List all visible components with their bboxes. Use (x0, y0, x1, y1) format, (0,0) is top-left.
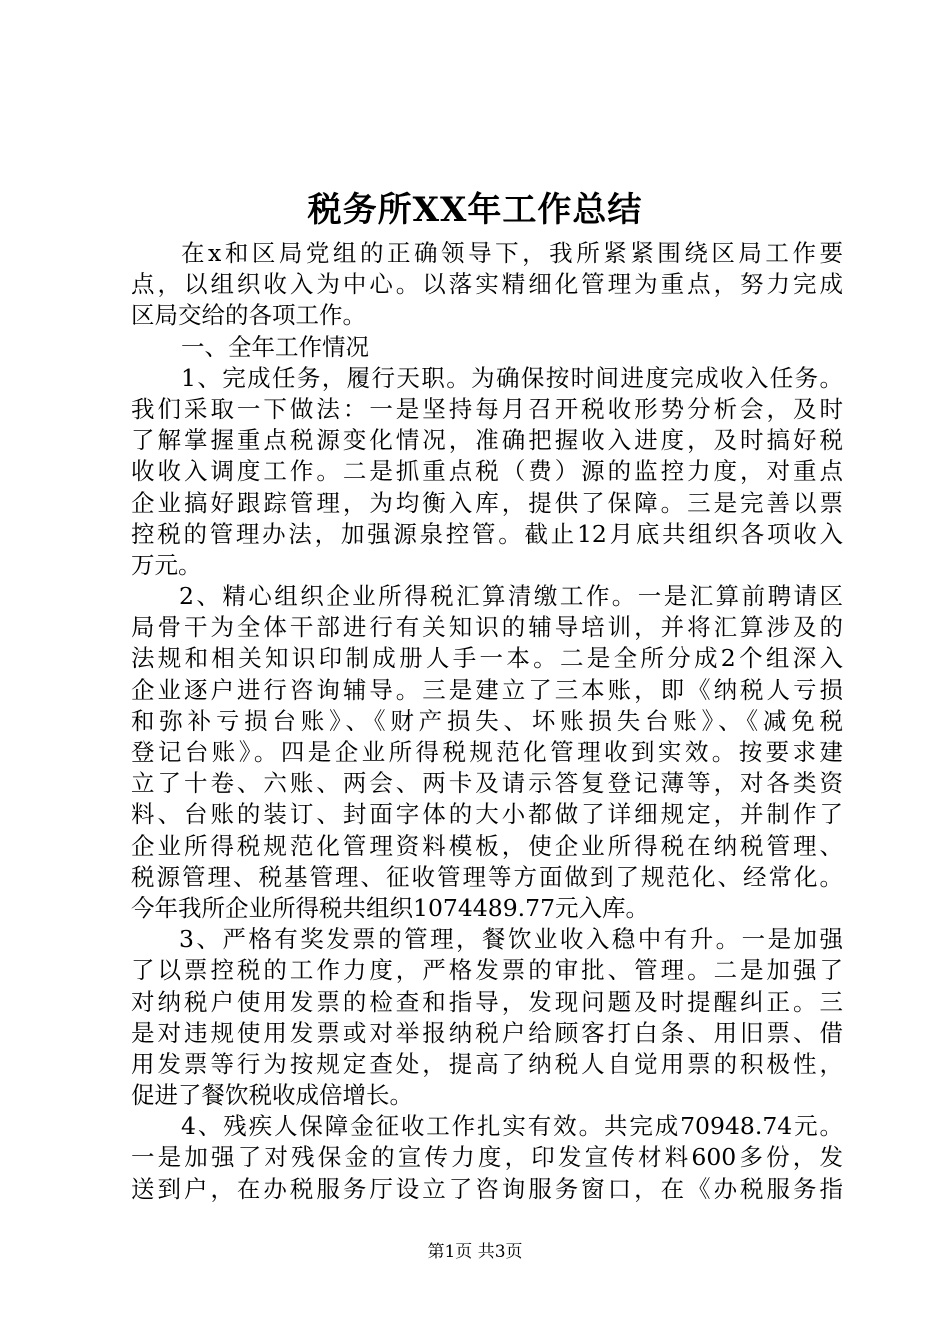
body-line: 企业逐户进行咨询辅导。三是建立了三本账，即《纳税人亏损 (131, 675, 843, 704)
section-heading: 一、全年工作情况 (181, 332, 369, 361)
body-line: 今年我所企业所得税共组织1074489.77元入库。 (131, 893, 650, 922)
body-line: 企业所得税规范化管理资料模板，使企业所得税在纳税管理、 (131, 831, 843, 860)
body-line: 对纳税户使用发票的检查和指导，发现问题及时提醒纠正。三 (131, 987, 843, 1016)
body-line: 法规和相关知识印制成册人手一本。二是全所分成2个组深入 (131, 644, 843, 673)
body-line: 料、台账的装订、封面字体的大小都做了详细规定，并制作了 (131, 800, 843, 829)
body-line: 收收入调度工作。二是抓重点税（费）源的监控力度，对重点 (131, 457, 843, 486)
body-line: 促进了餐饮税收成倍增长。 (131, 1081, 413, 1110)
body-line: 用发票等行为按规定查处，提高了纳税人自觉用票的积极性， (131, 1049, 843, 1078)
body-line: 我们采取一下做法：一是坚持每月召开税收形势分析会，及时 (131, 394, 843, 423)
body-line: 控税的管理办法，加强源泉控管。截止12月底共组织各项收入 (131, 519, 843, 548)
body-line: 是对违规使用发票或对举报纳税户给顾客打白条、用旧票、借 (131, 1018, 843, 1047)
body-line: 企业搞好跟踪管理，为均衡入库，提供了保障。三是完善以票 (131, 488, 843, 517)
body-line: 3、严格有奖发票的管理，餐饮业收入稳中有升。一是加强 (179, 925, 843, 954)
document-body (131, 238, 843, 1205)
body-line: 万元。 (131, 550, 202, 579)
body-line: 了解掌握重点税源变化情况，准确把握收入进度，及时搞好税 (131, 426, 843, 455)
page-footer: 第1页 共3页 (427, 1242, 523, 1262)
body-line: 在x和区局党组的正确领导下，我所紧紧围绕区局工作要 (181, 239, 843, 267)
body-line: 局骨干为全体干部进行有关知识的辅导培训，并将汇算涉及的 (131, 613, 843, 642)
body-line: 登记台账》。四是企业所得税规范化管理收到实效。按要求建 (131, 738, 843, 766)
body-line: 了以票控税的工作力度，严格发票的审批、管理。二是加强了 (131, 956, 843, 985)
body-line: 1、完成任务，履行天职。为确保按时间进度完成收入任务。 (181, 363, 843, 392)
body-line: 区局交给的各项工作。 (131, 301, 366, 330)
body-line: 一是加强了对残保金的宣传力度，印发宣传材料600多份，发 (131, 1143, 843, 1172)
body-line: 税源管理、税基管理、征收管理等方面做到了规范化、经常化。 (131, 862, 843, 891)
body-line: 立了十卷、六账、两会、两卡及请示答复登记薄等，对各类资 (131, 769, 843, 798)
body-line: 4、残疾人保障金征收工作扎实有效。共完成70948.74元。 (181, 1112, 843, 1141)
body-line: 点，以组织收入为中心。以落实精细化管理为重点，努力完成 (131, 270, 843, 299)
body-line: 2、精心组织企业所得税汇算清缴工作。一是汇算前聘请区 (179, 582, 843, 611)
document-title: 税务所XX年工作总结 (307, 190, 643, 230)
body-line: 和弥补亏损台账》、《财产损失、坏账损失台账》、《减免税 (131, 706, 843, 735)
body-line: 送到户，在办税服务厅设立了咨询服务窗口，在《办税服务指 (131, 1174, 843, 1203)
